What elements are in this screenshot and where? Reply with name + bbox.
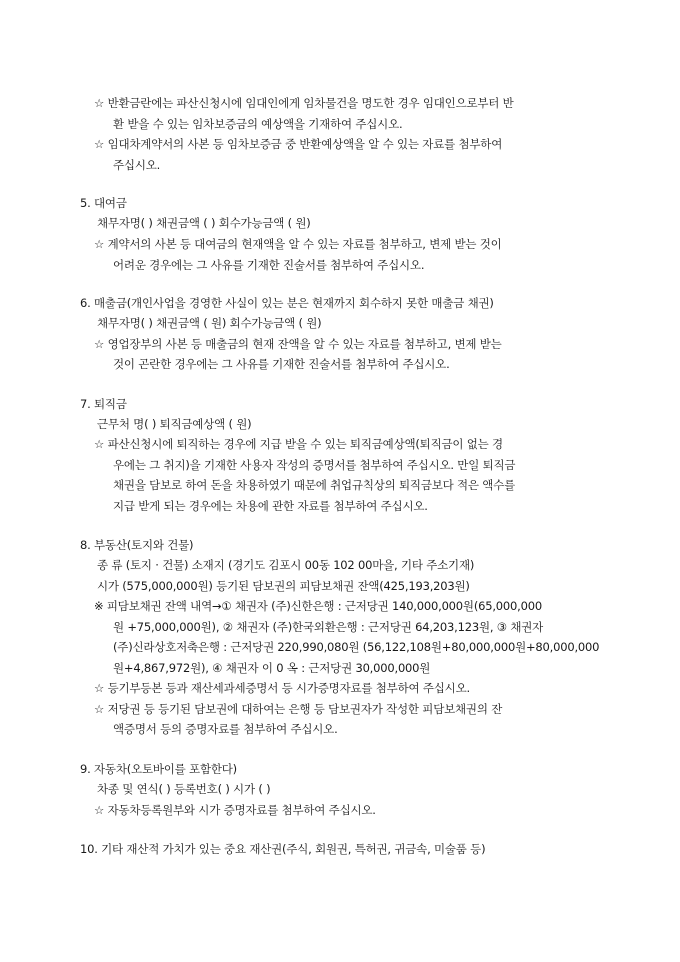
- note-line: ☆ 저당권 등 등기된 담보권에 대하여는 은행 등 담보권자가 작성한 피담보채권의 잔: [94, 702, 503, 716]
- note-line: 원 +75,000,000원), ② 채권자 (주)한국외환은행 : 근저당권 64,203,123원, ③ 채권자: [113, 620, 544, 634]
- field-line: 시가 (575,000,000원) 등기된 담보권의 피담보채권 잔액(425,193,203원): [97, 579, 470, 593]
- note-line: (주)신라상호저축은행 : 근저당권 220,990,080원 (56,122,108원+80,000,000원+80,000,000: [113, 640, 600, 654]
- section-heading: 9. 자동차(오토바이를 포함한다): [80, 762, 237, 776]
- note-line: ※ 피담보채권 잔액 내역→① 채권자 (주)신한은행 : 근저당권 140,000,000원(65,000,000: [94, 599, 542, 613]
- field-line: 종 류 (토지 · 건물) 소재지 (경기도 김포시 00동 102 00마을, 기타 주소기재): [97, 558, 475, 572]
- section-heading: 6. 매출금(개인사업을 경영한 사실이 있는 분은 현재까지 회수하지 못한 매출금 채권): [80, 296, 494, 310]
- section-heading: 7. 퇴직금: [80, 397, 127, 411]
- note-line: ☆ 영업장부의 사본 등 매출금의 현재 잔액을 알 수 있는 자료를 첨부하고, 변제 받는: [94, 337, 502, 351]
- field-line: 차종 및 연식( ) 등록번호( ) 시가 ( ): [97, 782, 271, 796]
- note-line: 우에는 그 취지)을 기재한 사용자 작성의 증명서를 첨부하여 주십시오. 만일 퇴직금: [113, 458, 516, 472]
- note-line: ☆ 임대차계약서의 사본 등 임차보증금 중 반환예상액을 알 수 있는 자료를 첨부하여: [94, 137, 503, 151]
- field-line: 채무자명( ) 채권금액 ( 원) 회수가능금액 ( 원): [97, 316, 322, 330]
- note-line: 원+4,867,972원), ④ 채권자 이 0 옥 : 근저당권 30,000,000원: [113, 661, 431, 675]
- note-line: ☆ 반환금란에는 파산신청시에 임대인에게 임차물건을 명도한 경우 임대인으로부터 반: [94, 96, 514, 110]
- note-line: ☆ 자동차등록원부와 시가 증명자료를 첨부하여 주십시오.: [94, 803, 376, 817]
- note-line: 지급 받게 되는 경우에는 차용에 관한 자료를 첨부하여 주십시오.: [113, 499, 428, 513]
- note-line: 것이 곤란한 경우에는 그 사유를 기재한 진술서를 첨부하여 주십시오.: [113, 357, 450, 371]
- note-line: 채권을 담보로 하여 돈을 차용하였기 때문에 취업규칙상의 퇴직금보다 적은 액수를: [113, 478, 516, 492]
- note-line: ☆ 파산신청시에 퇴직하는 경우에 지급 받을 수 있는 퇴직금예상액(퇴직금이 없는 경: [94, 437, 503, 451]
- note-line: 액증명서 등의 증명자료를 첨부하여 주십시오.: [113, 722, 338, 736]
- section-heading: 8. 부동산(토지와 건물): [80, 538, 194, 552]
- note-line: 어려운 경우에는 그 사유를 기재한 진술서를 첨부하여 주십시오.: [113, 258, 425, 272]
- note-line: 주십시오.: [113, 158, 161, 172]
- field-line: 근무처 명( ) 퇴직금예상액 ( 원): [97, 417, 252, 431]
- note-line: 환 받을 수 있는 임차보증금의 예상액을 기재하여 주십시오.: [113, 117, 403, 131]
- section-heading: 5. 대여금: [80, 196, 127, 210]
- note-line: ☆ 계약서의 사본 등 대여금의 현재액을 알 수 있는 자료를 첨부하고, 변제 받는 것이: [94, 237, 502, 251]
- note-line: ☆ 등기부등본 등과 재산세과세증명서 등 시가증명자료를 첨부하여 주십시오.: [94, 681, 470, 695]
- field-line: 채무자명( ) 채권금액 ( ) 회수가능금액 ( 원): [97, 216, 311, 230]
- section-heading: 10. 기타 재산적 가치가 있는 중요 재산권(주식, 회원권, 특허권, 귀금속, 미술품 등): [80, 842, 486, 856]
